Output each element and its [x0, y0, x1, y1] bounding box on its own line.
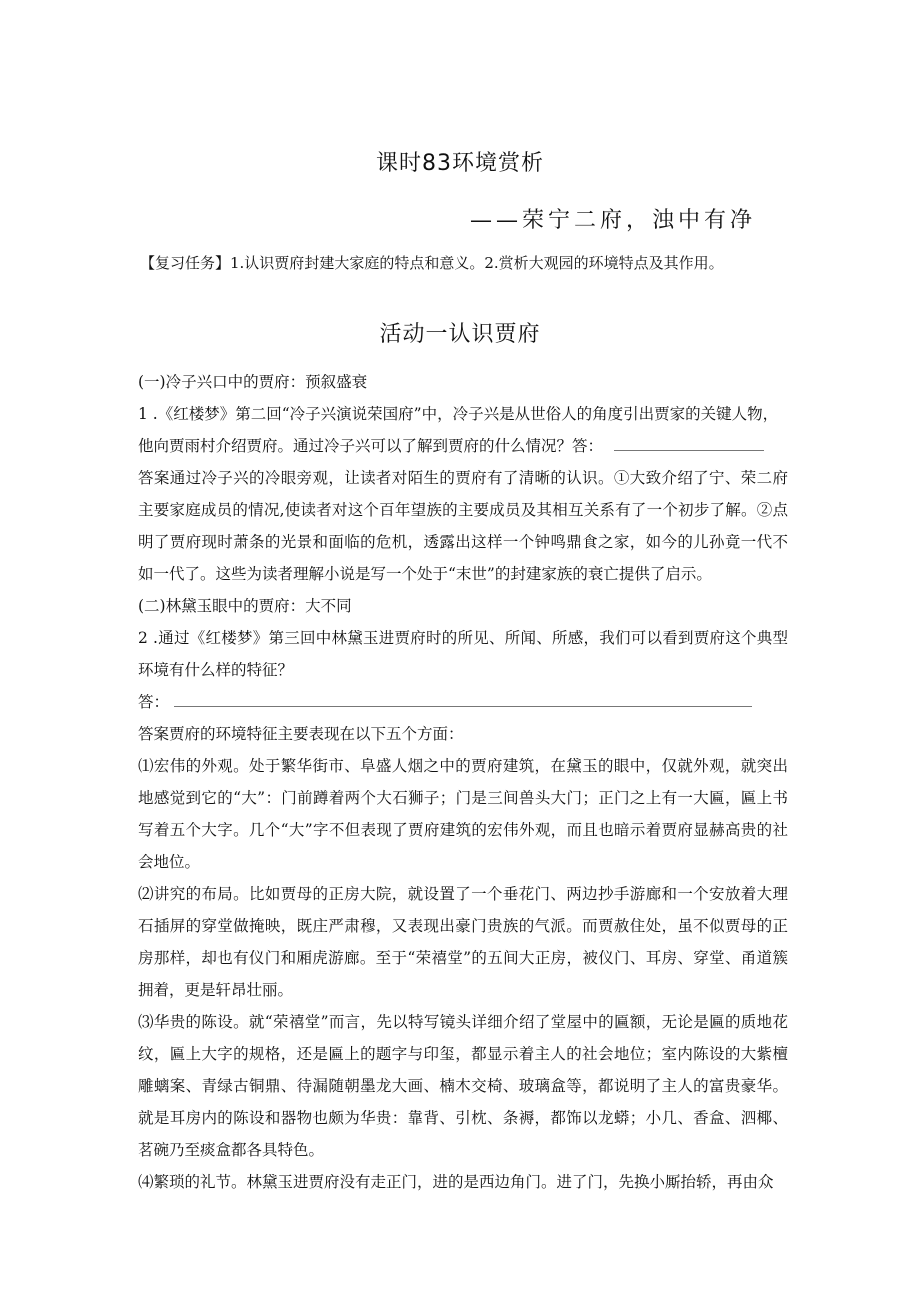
activity-title: 活动一认识贾府: [379, 322, 541, 347]
answer-point-1: ⑴宏伟的外观。处于繁华街市、阜盛人烟之中的贾府建筑，在黛玉的眼中，仅就外观，就突出地感觉到它的“大”：门前蹲着两个大石狮子；门是三间兽头大门；正门之上有一大匾，匾上书写着五个大字。几个“大”字不但表现了贾府建筑的宏伟外观，而且也暗示着贾府显赫高贵的社会地位。: [138, 757, 788, 871]
section1-heading: (一)冷子兴口中的贾府：预叙盛衰: [138, 373, 368, 391]
review-task: 【复习任务】1.认识贾府封建大家庭的特点和意义。2.赏析大观园的环境特点及其作用。: [140, 254, 724, 272]
question-1: [138, 398, 788, 462]
page-title: 课时83环境赏析: [376, 151, 544, 176]
section2-heading: (二)林黛玉眼中的贾府：大不同: [138, 597, 352, 615]
answer-1: 答案通过冷子兴的冷眼旁观，让读者对陌生的贾府有了清晰的认识。①大致介绍了宁、荣二府主要家庭成员的情况,使读者对这个百年望族的主要成员及其相互关系有了一个初步了解。②点明了贾府现时萧条的光景和面临的危机，透露出这样一个钟鸣鼎食之家，如今的儿孙竟一代不如一代了。这些为读者理解小说是写一个处于“末世”的封建家族的衰亡提供了启示。: [138, 469, 788, 583]
answer-point-2: ⑵讲究的布局。比如贾母的正房大院，就设置了一个垂花门、两边抄手游廊和一个安放着大理石插屏的穿堂做掩映，既庄严肃穆，又表现出豪门贵族的气派。而贾赦住处，虽不似贾母的正房那样，却也有仪门和厢虎游廊。至于“荣禧堂”的五间大正房，被仪门、耳房、穿堂、甬道簇拥着，更是轩昂壮丽。: [138, 885, 788, 999]
question-1-line1: 1 .《红楼梦》第二回“冷子兴演说荣国府”中，冷子兴是从世俗人的角度引出贾家的关键人物，: [138, 405, 779, 423]
question-2: 2 .通过《红楼梦》第三回中林黛玉进贾府时的所见、所闻、所感，我们可以看到贾府这个典型环境有什么样的特征？: [138, 629, 788, 679]
answer-blank-1[interactable]: [614, 436, 764, 451]
question-1-line2: 他向贾雨村介绍贾府。通过冷子兴可以了解到贾府的什么情况？答：: [138, 437, 604, 455]
answer-2-prefix: 答：: [138, 693, 170, 711]
answer-2-intro: 答案贾府的环境特征主要表现在以下五个方面：: [138, 725, 464, 743]
answer-point-3: ⑶华贵的陈设。就“荣禧堂”而言，先以特写镜头详细介绍了堂屋中的匾额，无论是匾的质地花纹，匾上大字的规格，还是匾上的题字与印玺，都显示着主人的社会地位；室内陈设的大紫檀雕螭案、青绿古铜鼎、待漏随朝墨龙大画、楠木交椅、玻璃盒等，都说明了主人的富贵豪华。就是耳房内的陈设和器物也颇为华贵：靠背、引枕、条褥，都饰以龙蟒；小几、香盒、泗椰、茗碗乃至痰盒都各具特色。: [138, 1013, 788, 1159]
answer-point-4: ⑷繁琐的礼节。林黛玉进贾府没有走正门，进的是西边角门。进了门，先换小厮抬轿，再由众: [138, 1173, 774, 1191]
answer-blank-2[interactable]: [174, 692, 752, 707]
page-subtitle: ——荣宁二府，浊中有净: [470, 208, 757, 233]
answer-2-line: [138, 686, 788, 718]
content-body: [138, 366, 788, 1198]
